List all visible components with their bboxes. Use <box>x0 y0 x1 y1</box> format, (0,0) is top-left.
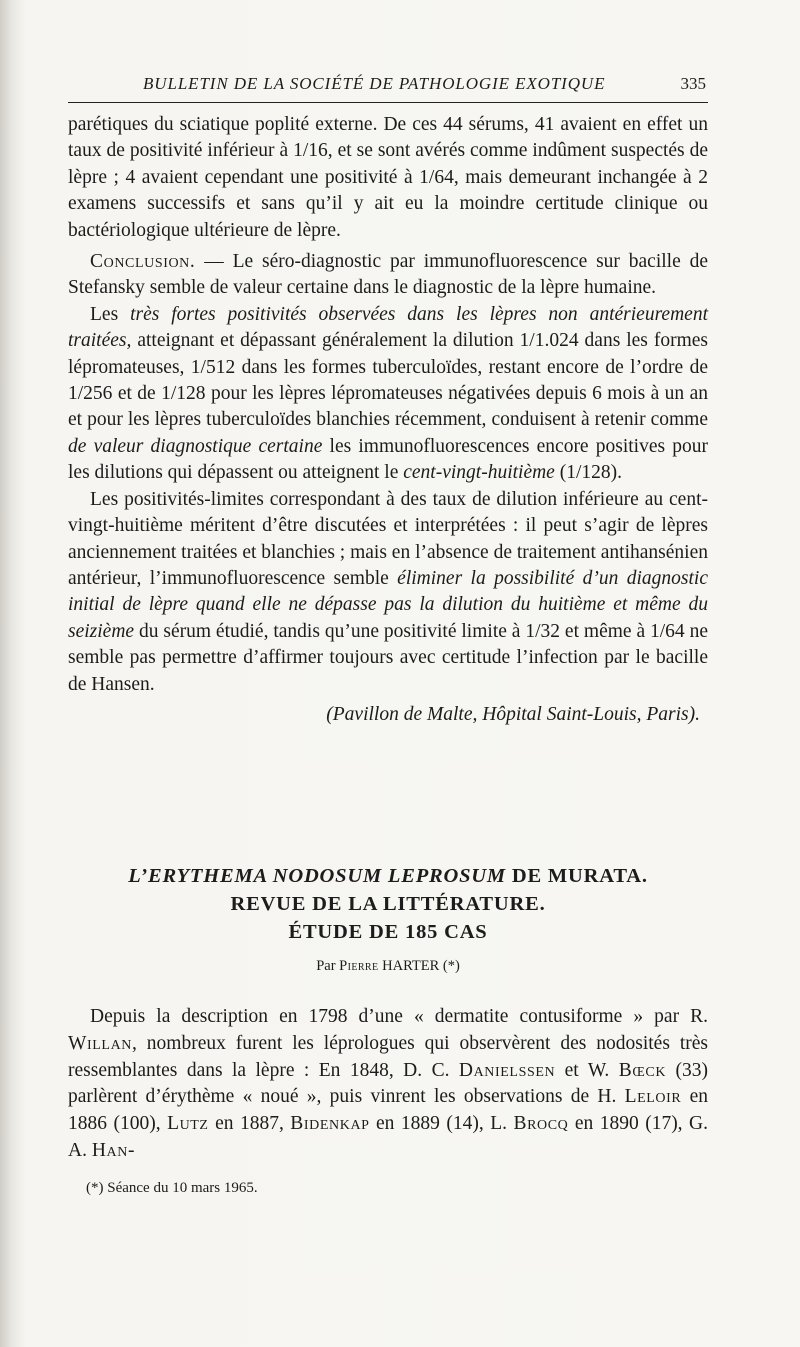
page-number: 335 <box>680 74 706 93</box>
conclusion-label: Conclusion. <box>90 251 196 273</box>
author-affiliation: (Pavillon de Malte, Hôpital Saint-Louis, Paris). <box>326 703 700 725</box>
paragraph: Depuis la description en 1798 d’une « dermatite contusiforme » par R. Willan, nombreux furent les léprologues qui observèrent des nodosités très ressemblantes dans la lèpre : En 1848, D. C. Danielssen et W. Bœck (33) parlèrent d’érythème « noué », puis vinrent les observations de H. Leloir en 1886 (100), Lutz en 1887, Bidenkap en 1889 (14), L. Brocq en 1890 (17), G. A. Han- <box>68 1006 708 1161</box>
conclusion-text: — Le séro-diagnostic par immunofluorescence sur bacille de Stefansky semble de valeur certaine dans le diagnostic de la lèpre humaine. <box>68 251 708 299</box>
footnote: (*) Séance du 10 mars 1965. <box>86 1180 258 1196</box>
article-title <box>68 862 708 946</box>
title-line-2: REVUE DE LA LITTÉRATURE. <box>230 893 546 915</box>
page-header <box>68 68 708 103</box>
paragraph: Les très fortes positivités observées dans les lèpres non antérieurement traitées, atteignant et dépassant généralement la dilution 1/1.024 dans les formes lépromateuses, 1/512 dans les formes tuberculoïdes, restant encore de l’ordre de 1/256 et de 1/128 pour les lèpres lépromateuses négativées depuis 6 mois à un an et pour les lèpres tuberculoïdes blanchies récemment, conduisent à retenir comme de valeur diagnostique certaine les immunofluorescences encore positives pour les dilutions qui dépassent ou atteignent le cent-vingt-huitième (1/128). <box>68 303 708 484</box>
running-head: BULLETIN DE LA SOCIÉTÉ DE PATHOLOGIE EXOTIQUE <box>143 74 606 93</box>
body-section-2 <box>68 1004 708 1165</box>
paragraph: parétiques du sciatique poplité externe. De ces 44 sérums, 41 avaient en effet un taux de positivité inférieur à 1/16, et se sont avérés comme indûment suspectés de lèpre ; 4 avaient cependant une positivité à 1/64, mais demeurant inchangée à 2 examens successifs et sans qu’il y ait eu la moindre certitude clinique ou bactériologique ultérieure de lèpre. <box>68 114 708 241</box>
body-section-1 <box>68 112 708 728</box>
title-line-3: ÉTUDE DE 185 CAS <box>288 921 488 943</box>
conclusion-paragraph <box>68 249 708 302</box>
paragraph: Les positivités-limites correspondant à des taux de dilution inférieure au cent-vingt-huitième méritent d’être discutées et interprétées : il peut s’agir de lèpres anciennement traitées et blanchies ; mais en l’absence de traitement antihansénien antérieur, l’immunofluorescence semble éliminer la possibilité d’un diagnostic initial de lèpre quand elle ne dépasse pas la dilution du huitième et même du seizième du sérum étudié, tandis qu’une positivité limite à 1/32 et même à 1/64 ne semble pas permettre d’affirmer toujours avec certitude l’infection par le bacille de Hansen. <box>68 488 708 695</box>
title-line-1: L’ERYTHEMA NODOSUM LEPROSUM DE MURATA. <box>128 865 648 887</box>
author-byline: Par Pierre HARTER (*) <box>316 958 460 974</box>
